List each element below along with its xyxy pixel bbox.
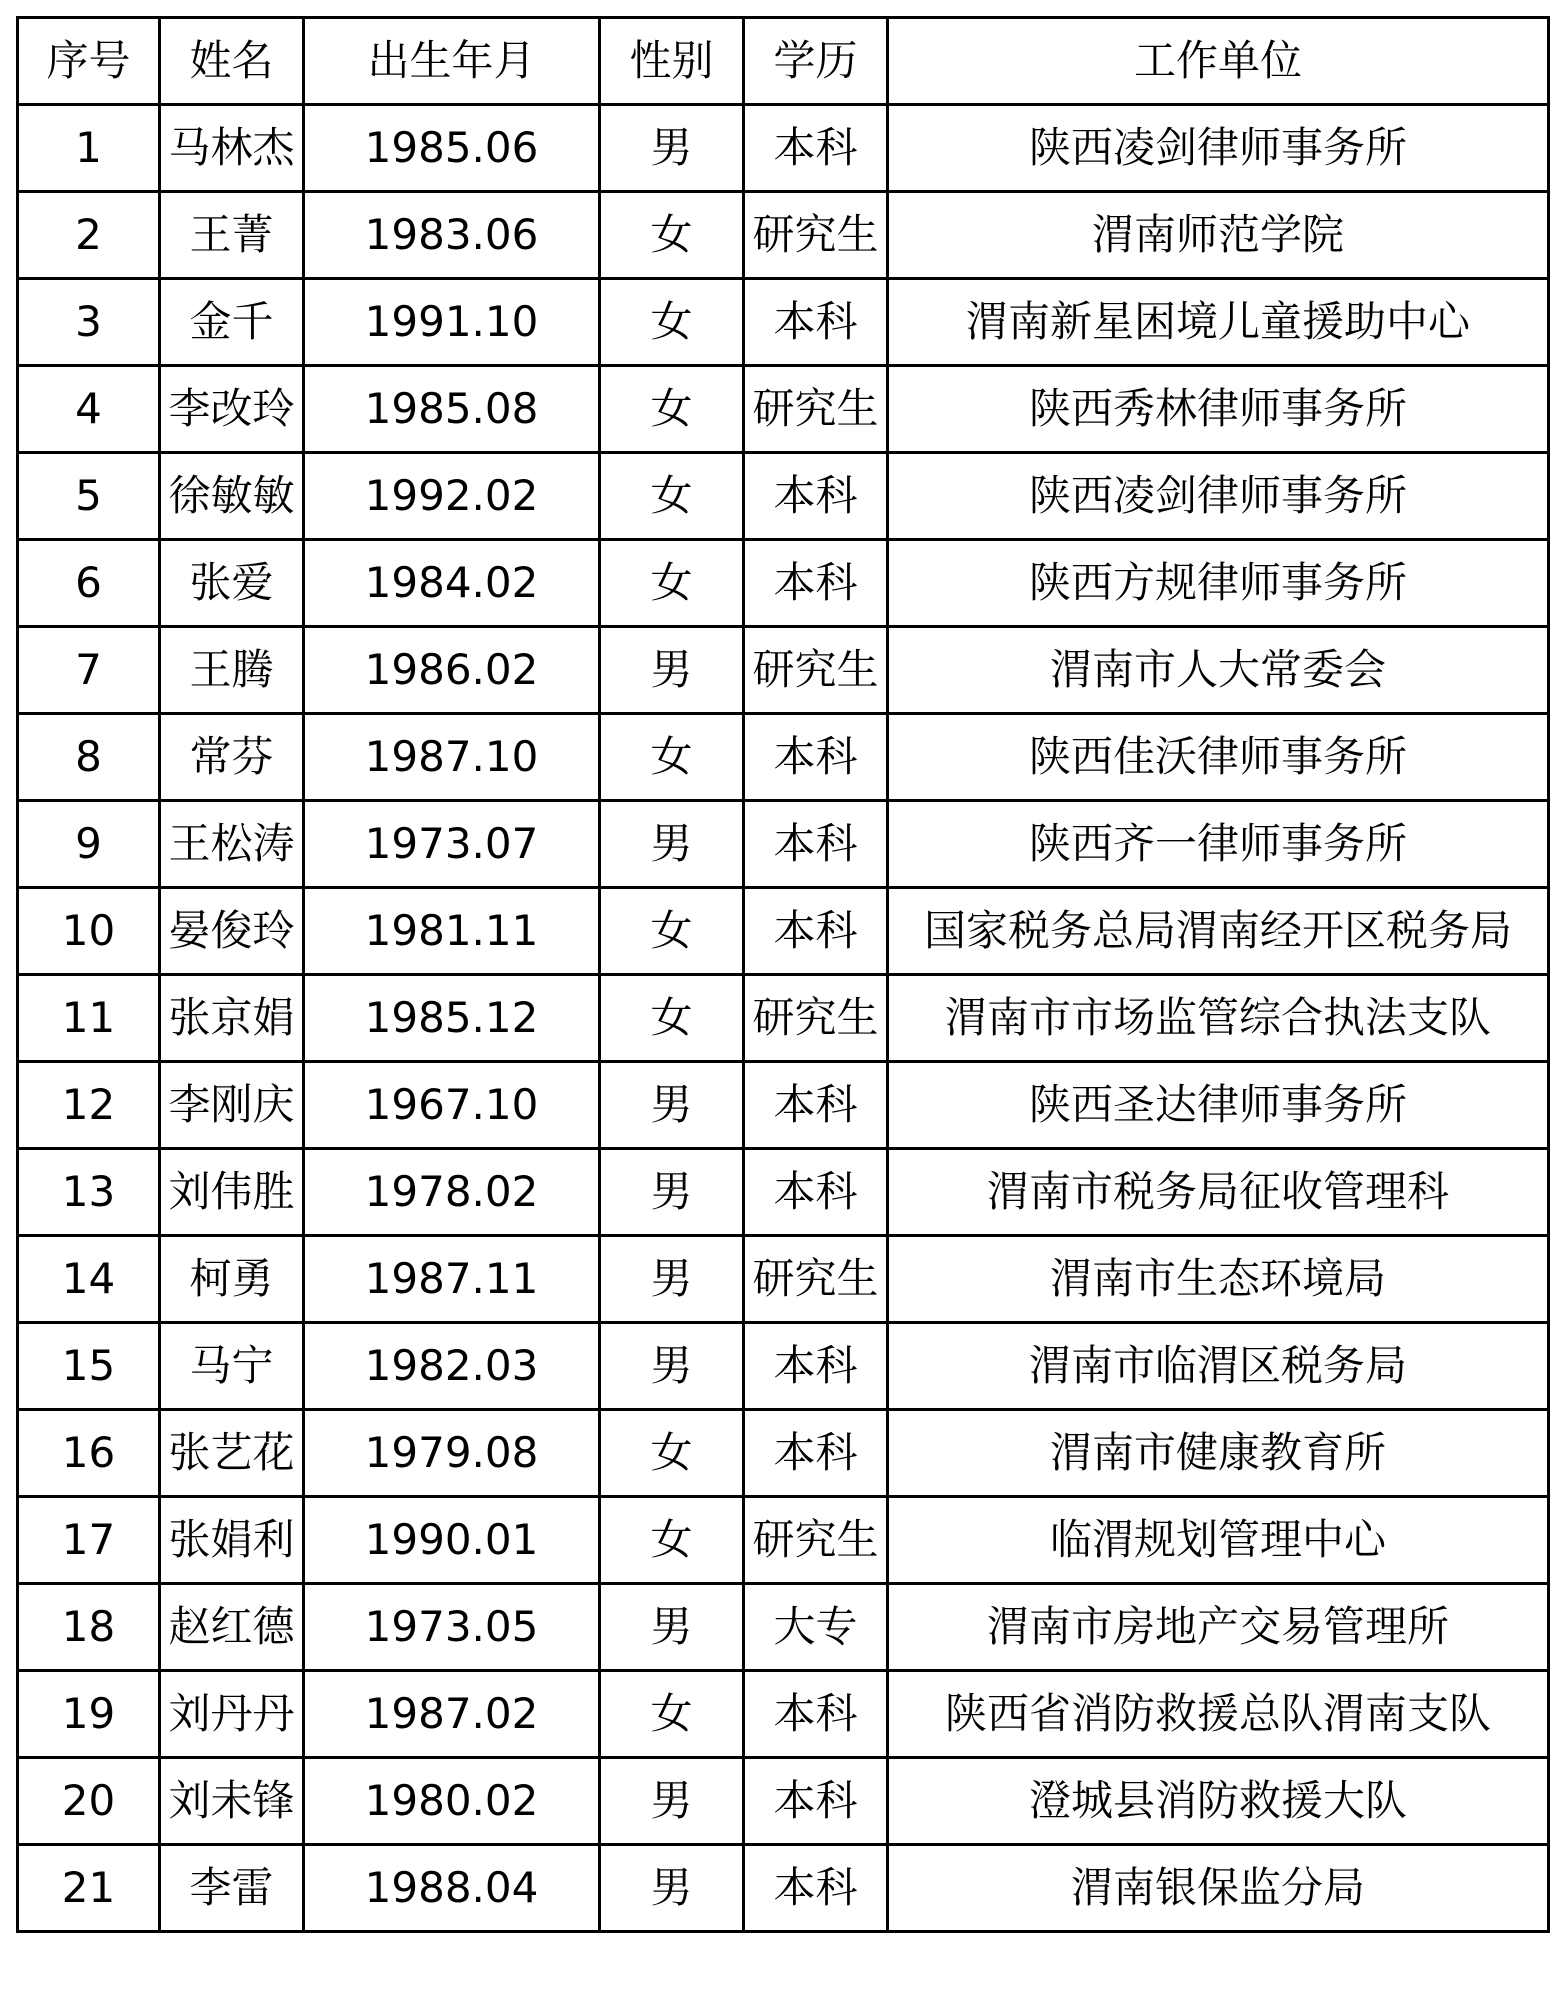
table-row: [18, 105, 1549, 192]
cell-gender: 女: [600, 192, 744, 279]
cell-birth-date: 1987.10: [304, 714, 600, 801]
cell-index: 19: [18, 1671, 160, 1758]
cell-work-unit: 陕西凌剑律师事务所: [888, 453, 1549, 540]
cell-work-unit: 陕西圣达律师事务所: [888, 1062, 1549, 1149]
cell-work-unit: 陕西凌剑律师事务所: [888, 105, 1549, 192]
cell-education: 本科: [744, 714, 888, 801]
cell-index: 8: [18, 714, 160, 801]
header-gender: 性别: [600, 18, 744, 105]
cell-gender: 女: [600, 714, 744, 801]
cell-name: 柯勇: [160, 1236, 304, 1323]
cell-education: 本科: [744, 279, 888, 366]
cell-index: 3: [18, 279, 160, 366]
cell-birth-date: 1988.04: [304, 1845, 600, 1932]
header-index: 序号: [18, 18, 160, 105]
cell-birth-date: 1985.08: [304, 366, 600, 453]
cell-index: 17: [18, 1497, 160, 1584]
cell-name: 常芬: [160, 714, 304, 801]
cell-index: 18: [18, 1584, 160, 1671]
cell-work-unit: 渭南市临渭区税务局: [888, 1323, 1549, 1410]
cell-birth-date: 1987.02: [304, 1671, 600, 1758]
table-row: [18, 453, 1549, 540]
header-work-unit: 工作单位: [888, 18, 1549, 105]
cell-gender: 男: [600, 105, 744, 192]
cell-name: 王腾: [160, 627, 304, 714]
header-name: 姓名: [160, 18, 304, 105]
cell-gender: 男: [600, 1062, 744, 1149]
cell-education: 本科: [744, 801, 888, 888]
cell-gender: 女: [600, 975, 744, 1062]
cell-education: 研究生: [744, 192, 888, 279]
header-row: [18, 18, 1549, 105]
header-education: 学历: [744, 18, 888, 105]
cell-education: 本科: [744, 1758, 888, 1845]
table-row: [18, 1845, 1549, 1932]
cell-gender: 女: [600, 279, 744, 366]
cell-name: 刘丹丹: [160, 1671, 304, 1758]
cell-index: 20: [18, 1758, 160, 1845]
cell-work-unit: 陕西佳沃律师事务所: [888, 714, 1549, 801]
cell-education: 本科: [744, 1671, 888, 1758]
cell-work-unit: 渭南市税务局征收管理科: [888, 1149, 1549, 1236]
table-row: [18, 366, 1549, 453]
cell-birth-date: 1981.11: [304, 888, 600, 975]
table-row: [18, 1236, 1549, 1323]
table-row: [18, 801, 1549, 888]
cell-gender: 男: [600, 1584, 744, 1671]
cell-work-unit: 陕西方规律师事务所: [888, 540, 1549, 627]
cell-work-unit: 渭南市市场监管综合执法支队: [888, 975, 1549, 1062]
cell-birth-date: 1967.10: [304, 1062, 600, 1149]
cell-name: 李雷: [160, 1845, 304, 1932]
cell-birth-date: 1980.02: [304, 1758, 600, 1845]
cell-gender: 女: [600, 1671, 744, 1758]
cell-index: 5: [18, 453, 160, 540]
table-row: [18, 192, 1549, 279]
cell-education: 本科: [744, 1062, 888, 1149]
table-row: [18, 1062, 1549, 1149]
cell-name: 张京娟: [160, 975, 304, 1062]
cell-gender: 男: [600, 627, 744, 714]
cell-gender: 女: [600, 453, 744, 540]
table-row: [18, 888, 1549, 975]
cell-index: 21: [18, 1845, 160, 1932]
cell-education: 研究生: [744, 975, 888, 1062]
table-row: [18, 1323, 1549, 1410]
cell-education: 本科: [744, 1410, 888, 1497]
cell-birth-date: 1983.06: [304, 192, 600, 279]
cell-education: 本科: [744, 1845, 888, 1932]
cell-work-unit: 陕西秀林律师事务所: [888, 366, 1549, 453]
cell-index: 14: [18, 1236, 160, 1323]
cell-gender: 女: [600, 540, 744, 627]
cell-birth-date: 1984.02: [304, 540, 600, 627]
table-row: [18, 1149, 1549, 1236]
cell-index: 10: [18, 888, 160, 975]
table-row: [18, 1497, 1549, 1584]
cell-name: 李刚庆: [160, 1062, 304, 1149]
cell-index: 12: [18, 1062, 160, 1149]
cell-index: 6: [18, 540, 160, 627]
cell-birth-date: 1985.12: [304, 975, 600, 1062]
cell-work-unit: 渭南市生态环境局: [888, 1236, 1549, 1323]
cell-birth-date: 1973.05: [304, 1584, 600, 1671]
cell-education: 本科: [744, 540, 888, 627]
cell-name: 张爱: [160, 540, 304, 627]
cell-birth-date: 1991.10: [304, 279, 600, 366]
cell-work-unit: 渭南银保监分局: [888, 1845, 1549, 1932]
cell-name: 张艺花: [160, 1410, 304, 1497]
cell-name: 王菁: [160, 192, 304, 279]
cell-gender: 男: [600, 1323, 744, 1410]
table-row: [18, 975, 1549, 1062]
cell-education: 本科: [744, 453, 888, 540]
cell-education: 研究生: [744, 627, 888, 714]
roster-table: [16, 16, 1550, 1933]
cell-work-unit: 陕西齐一律师事务所: [888, 801, 1549, 888]
cell-name: 李改玲: [160, 366, 304, 453]
cell-work-unit: 渭南市人大常委会: [888, 627, 1549, 714]
cell-gender: 男: [600, 1236, 744, 1323]
cell-work-unit: 渭南师范学院: [888, 192, 1549, 279]
cell-work-unit: 渭南市房地产交易管理所: [888, 1584, 1549, 1671]
cell-birth-date: 1986.02: [304, 627, 600, 714]
cell-birth-date: 1979.08: [304, 1410, 600, 1497]
cell-name: 刘伟胜: [160, 1149, 304, 1236]
cell-birth-date: 1982.03: [304, 1323, 600, 1410]
cell-education: 本科: [744, 1149, 888, 1236]
cell-index: 11: [18, 975, 160, 1062]
cell-education: 研究生: [744, 1236, 888, 1323]
table-row: [18, 540, 1549, 627]
cell-gender: 女: [600, 888, 744, 975]
cell-name: 晏俊玲: [160, 888, 304, 975]
cell-work-unit: 国家税务总局渭南经开区税务局: [888, 888, 1549, 975]
table-row: [18, 1584, 1549, 1671]
table-row: [18, 1410, 1549, 1497]
cell-education: 研究生: [744, 366, 888, 453]
table-row: [18, 1758, 1549, 1845]
cell-gender: 女: [600, 366, 744, 453]
cell-birth-date: 1990.01: [304, 1497, 600, 1584]
cell-index: 7: [18, 627, 160, 714]
cell-work-unit: 渭南新星困境儿童援助中心: [888, 279, 1549, 366]
cell-birth-date: 1978.02: [304, 1149, 600, 1236]
cell-name: 马林杰: [160, 105, 304, 192]
header-birth-date: 出生年月: [304, 18, 600, 105]
cell-name: 王松涛: [160, 801, 304, 888]
cell-education: 本科: [744, 105, 888, 192]
cell-work-unit: 渭南市健康教育所: [888, 1410, 1549, 1497]
cell-name: 张娟利: [160, 1497, 304, 1584]
cell-gender: 男: [600, 1845, 744, 1932]
cell-gender: 男: [600, 1758, 744, 1845]
table-row: [18, 714, 1549, 801]
cell-education: 本科: [744, 888, 888, 975]
table-body: [18, 105, 1549, 1932]
cell-birth-date: 1985.06: [304, 105, 600, 192]
cell-education: 研究生: [744, 1497, 888, 1584]
cell-name: 马宁: [160, 1323, 304, 1410]
cell-name: 徐敏敏: [160, 453, 304, 540]
cell-index: 13: [18, 1149, 160, 1236]
cell-index: 15: [18, 1323, 160, 1410]
cell-name: 刘未锋: [160, 1758, 304, 1845]
cell-index: 9: [18, 801, 160, 888]
cell-index: 1: [18, 105, 160, 192]
cell-work-unit: 临渭规划管理中心: [888, 1497, 1549, 1584]
cell-birth-date: 1987.11: [304, 1236, 600, 1323]
cell-index: 2: [18, 192, 160, 279]
cell-index: 16: [18, 1410, 160, 1497]
cell-name: 赵红德: [160, 1584, 304, 1671]
cell-work-unit: 澄城县消防救援大队: [888, 1758, 1549, 1845]
table-row: [18, 627, 1549, 714]
cell-gender: 女: [600, 1410, 744, 1497]
cell-gender: 男: [600, 801, 744, 888]
cell-education: 本科: [744, 1323, 888, 1410]
cell-name: 金千: [160, 279, 304, 366]
cell-education: 大专: [744, 1584, 888, 1671]
cell-work-unit: 陕西省消防救援总队渭南支队: [888, 1671, 1549, 1758]
table-row: [18, 1671, 1549, 1758]
cell-birth-date: 1973.07: [304, 801, 600, 888]
cell-gender: 男: [600, 1149, 744, 1236]
cell-index: 4: [18, 366, 160, 453]
table-row: [18, 279, 1549, 366]
cell-gender: 女: [600, 1497, 744, 1584]
cell-birth-date: 1992.02: [304, 453, 600, 540]
